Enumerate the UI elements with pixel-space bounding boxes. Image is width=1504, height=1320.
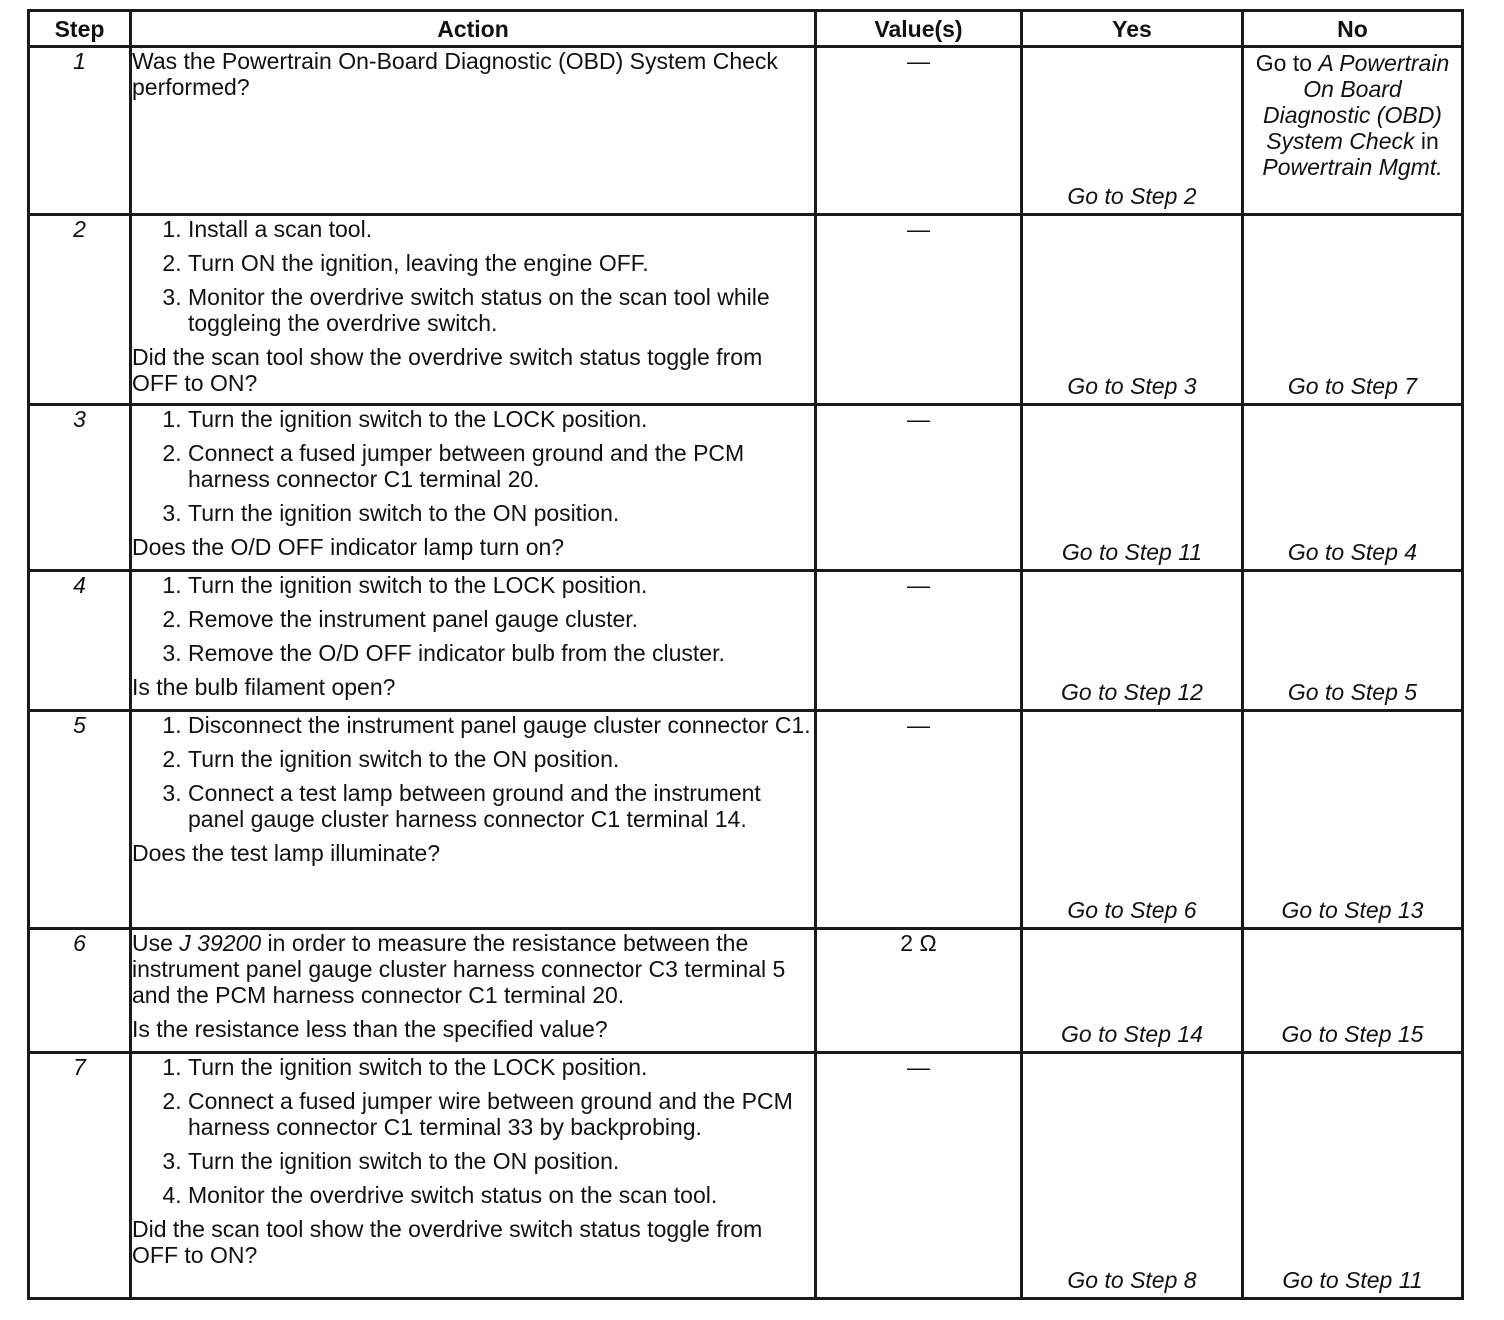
yes-cell: [1022, 711, 1243, 929]
step-number: 4: [29, 571, 131, 711]
action-question: Does the O/D OFF indicator lamp turn on?: [132, 534, 565, 560]
substep: 2. Turn ON the ignition, leaving the engine OFF.: [188, 250, 814, 276]
substep: 1. Turn the ignition switch to the LOCK position.: [188, 406, 814, 432]
no-goto-prefix: Go to: [1255, 50, 1319, 76]
substep: 2. Connect a fused jumper wire between ground and the PCM harness connector C1 terminal 33 by backprobing.: [188, 1088, 814, 1140]
no-goto: Go to Step 11: [1282, 1267, 1423, 1293]
substep: 3. Turn the ignition switch to the ON position.: [188, 500, 814, 526]
header-action: Action: [131, 11, 816, 47]
value-cell: —: [816, 405, 1022, 571]
header-values: Value(s): [816, 11, 1022, 47]
value-cell: 2 Ω: [816, 929, 1022, 1053]
substep: 3. Monitor the overdrive switch status on the scan tool while toggleing the overdrive switch.: [188, 284, 814, 336]
step-number: 5: [29, 711, 131, 929]
yes-cell: [1022, 215, 1243, 405]
action-cell: [131, 47, 816, 215]
no-cell: [1243, 571, 1463, 711]
no-goto: Go to Step 4: [1287, 539, 1418, 565]
table-row: [29, 571, 1463, 711]
table-row: [29, 47, 1463, 215]
tool-reference: J 39200: [179, 930, 262, 956]
value-cell: —: [816, 1053, 1022, 1299]
no-cell: [1243, 1053, 1463, 1299]
substep: 1. Install a scan tool.: [188, 216, 814, 242]
action-cell: [131, 711, 816, 929]
step-number: 1: [29, 47, 131, 215]
instruction-body: in order to measure the resistance between the instrument panel gauge cluster harness connector C3 terminal 5 and the PCM harness connector C1 terminal 20.: [132, 930, 786, 1008]
yes-cell: [1022, 929, 1243, 1053]
substep: 3. Turn the ignition switch to the ON position.: [188, 1148, 814, 1174]
yes-goto: Go to Step 11: [1061, 539, 1203, 565]
action-cell: [131, 405, 816, 571]
action-cell: [131, 215, 816, 405]
substep: 3. Remove the O/D OFF indicator bulb from the cluster.: [188, 640, 814, 666]
yes-cell: [1022, 47, 1243, 215]
value-cell: —: [816, 215, 1022, 405]
substep: 3. Connect a test lamp between ground and the instrument panel gauge cluster harness connector C1 terminal 14.: [188, 780, 814, 832]
no-goto: Go to Step 13: [1281, 897, 1424, 923]
no-cell: [1243, 405, 1463, 571]
action-question: Was the Powertrain On-Board Diagnostic (OBD) System Check performed?: [132, 48, 778, 100]
no-cell: [1243, 47, 1463, 215]
no-goto-in: in: [1414, 128, 1439, 154]
value-cell: —: [816, 711, 1022, 929]
no-goto: Go to Step 7: [1287, 373, 1418, 399]
action-cell: [131, 1053, 816, 1299]
table-row: [29, 1053, 1463, 1299]
action-instruction: [132, 930, 814, 1008]
no-goto: Go to Step 15: [1281, 1021, 1424, 1047]
no-cell: [1243, 929, 1463, 1053]
no-goto-procedure: A Powertrain On Board Diagnostic (OBD) System Check: [1263, 50, 1450, 154]
step-number: 3: [29, 405, 131, 571]
yes-goto: Go to Step 8: [1067, 1267, 1197, 1293]
header-row: [29, 11, 1463, 47]
substep: 4. Monitor the overdrive switch status on the scan tool.: [188, 1182, 814, 1208]
yes-goto: Go to Step 14: [1061, 1021, 1203, 1047]
value-cell: —: [816, 47, 1022, 215]
substep-list: [132, 712, 814, 832]
substep: 2. Remove the instrument panel gauge cluster.: [188, 606, 814, 632]
substep-list: [132, 216, 814, 336]
substep: 1. Turn the ignition switch to the LOCK position.: [188, 572, 814, 598]
header-step: Step: [29, 11, 131, 47]
table-row: [29, 929, 1463, 1053]
action-question: Is the resistance less than the specified value?: [132, 1016, 608, 1042]
action-question: Does the test lamp illuminate?: [132, 840, 441, 866]
no-goto-manual: Powertrain Mgmt.: [1262, 154, 1443, 180]
action-question: Is the bulb filament open?: [132, 674, 396, 700]
action-cell: [131, 929, 816, 1053]
instruction-use: Use: [132, 930, 180, 956]
no-goto: Go to Step 5: [1287, 679, 1418, 705]
diagnostic-table: [27, 9, 1464, 1300]
no-goto: [1244, 48, 1461, 182]
substep-list: [132, 1054, 814, 1208]
value-cell: —: [816, 571, 1022, 711]
no-cell: [1243, 711, 1463, 929]
substep: 2. Turn the ignition switch to the ON position.: [188, 746, 814, 772]
action-question: Did the scan tool show the overdrive switch status toggle from OFF to ON?: [132, 1216, 763, 1268]
substep-list: [132, 406, 814, 526]
step-number: 7: [29, 1053, 131, 1299]
substep: 1. Disconnect the instrument panel gauge cluster connector C1.: [188, 712, 814, 738]
step-number: 2: [29, 215, 131, 405]
substep: 2. Connect a fused jumper between ground and the PCM harness connector C1 terminal 20.: [188, 440, 814, 492]
yes-cell: [1022, 571, 1243, 711]
yes-goto: Go to Step 3: [1067, 373, 1197, 399]
yes-goto: Go to Step 2: [1067, 183, 1197, 209]
substep-list: [132, 572, 814, 666]
yes-cell: [1022, 405, 1243, 571]
header-yes: Yes: [1022, 11, 1243, 47]
header-no: No: [1243, 11, 1463, 47]
table-row: [29, 405, 1463, 571]
table-row: [29, 711, 1463, 929]
yes-goto: Go to Step 6: [1067, 897, 1197, 923]
no-cell: [1243, 215, 1463, 405]
action-cell: [131, 571, 816, 711]
step-number: 6: [29, 929, 131, 1053]
substep: 1. Turn the ignition switch to the LOCK position.: [188, 1054, 814, 1080]
yes-goto: Go to Step 12: [1061, 679, 1203, 705]
action-question: Did the scan tool show the overdrive switch status toggle from OFF to ON?: [132, 344, 763, 396]
table-row: [29, 215, 1463, 405]
yes-cell: [1022, 1053, 1243, 1299]
